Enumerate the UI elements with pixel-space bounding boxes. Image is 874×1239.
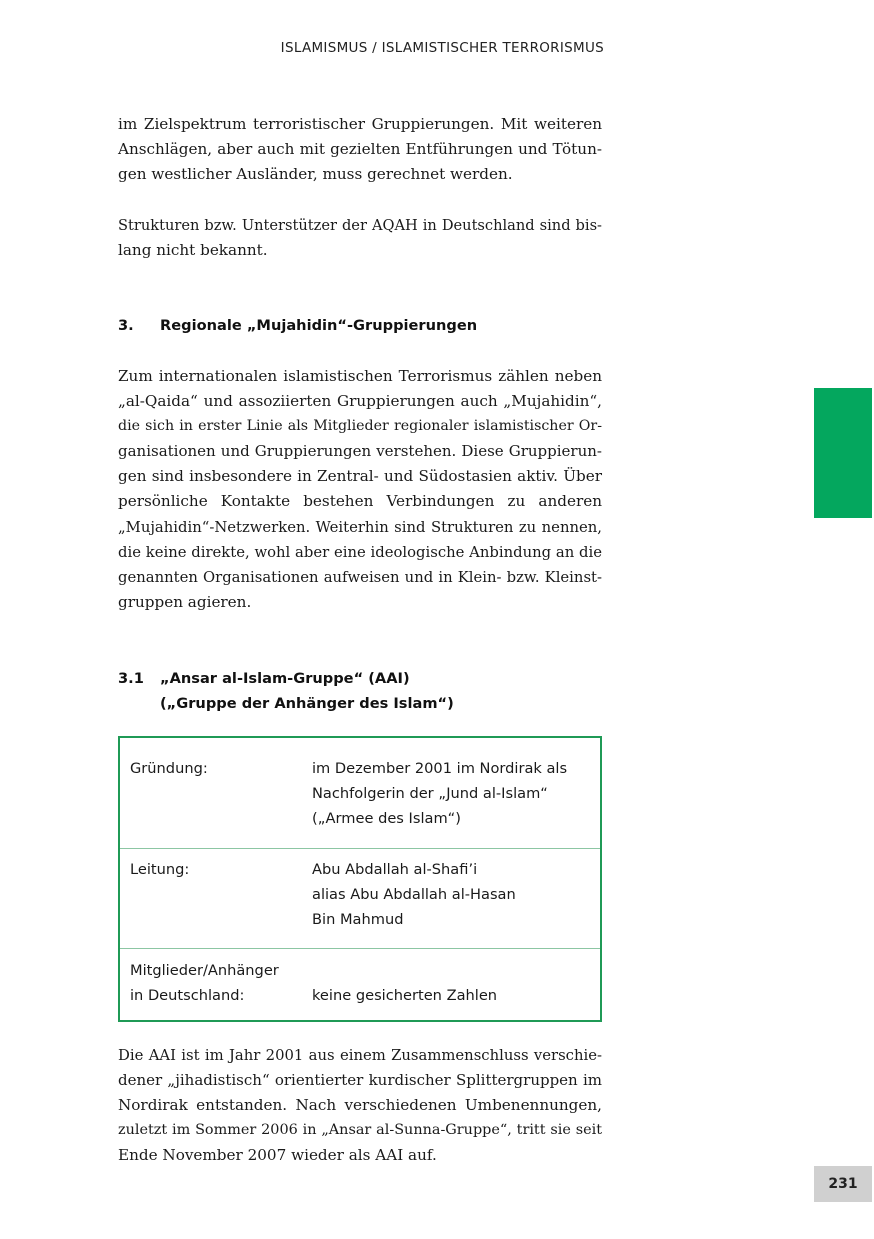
chapter-tab-marker [814,388,872,518]
info-value-line: Abu Abdallah al-Shafi’i [312,861,478,878]
text-line: Ende November 2007 wieder als AAI auf. [118,1146,437,1165]
info-label-line: Mitglieder/Anhänger [130,962,279,979]
info-value-line: („Armee des Islam“) [312,810,461,827]
text-line: im Zielspektrum terroristischer Gruppierungen. Mit weiteren [118,115,602,133]
info-value [312,958,600,1008]
info-label-line: in Deutschland: [130,987,245,1004]
info-label [120,756,312,831]
info-label-line: Leitung: [130,861,190,878]
info-value [312,857,600,932]
intro-paragraph-1 [118,112,602,187]
info-label-line: Gründung: [130,760,208,777]
info-value-line: alias Abu Abdallah al-Hasan [312,886,516,903]
info-row-founding [120,738,600,848]
section-title-line-1: „Ansar al-Islam-Gruppe“ (AAI) [160,670,410,687]
text-line: Strukturen bzw. Unterstützer der AQAH in Deutschland sind bis- [118,217,602,234]
text-line: gruppen agieren. [118,592,252,611]
text-line: „al-Qaida“ und assoziierten Gruppierungen auch „Mujahidin“, [118,392,602,411]
text-line: genannten Organisationen aufweisen und in Klein- bzw. Kleinst- [118,568,602,586]
text-line: zuletzt im Sommer 2006 in „Ansar al-Sunna-Gruppe“, tritt sie seit [118,1122,602,1139]
text-line: ganisationen und Gruppierungen verstehen. Diese Gruppierun- [118,442,602,461]
info-value-line: Bin Mahmud [312,911,404,928]
info-value-line: Nachfolgerin der „Jund al-Islam“ [312,785,548,802]
info-row-leadership [120,848,600,948]
running-header: ISLAMISMUS / ISLAMISTISCHER TERRORISMUS [280,40,604,56]
section-title: Regionale „Mujahidin“-Gruppierungen [160,317,478,334]
text-line: persönliche Kontakte bestehen Verbindungen zu anderen [118,492,602,511]
info-value-line: im Dezember 2001 im Nordirak als [312,760,568,777]
section-3-1-heading [118,666,454,716]
info-row-members [120,948,600,1020]
section-title-line-2: („Gruppe der Anhänger des Islam“) [160,695,454,712]
info-value-line: keine gesicherten Zahlen [312,987,498,1004]
text-line: Die AAI ist im Jahr 2001 aus einem Zusammenschluss verschie- [118,1047,602,1064]
info-label [120,857,312,932]
section-3-heading [118,313,477,338]
text-line: dener „jihadistisch“ orientierter kurdischer Splittergruppen im [118,1071,602,1090]
closing-paragraph [118,1043,602,1168]
section-number: 3.1 [118,670,144,687]
text-line: Zum internationalen islamistischen Terrorismus zählen neben [118,367,602,385]
section-3-paragraph [118,364,602,615]
section-number: 3. [118,317,134,334]
text-line: lang nicht bekannt. [118,241,268,260]
text-line: „Mujahidin“-Netzwerken. Weiterhin sind Strukturen zu nennen, [118,518,602,536]
text-line: Anschlägen, aber auch mit gezielten Entführungen und Tötun- [118,140,602,159]
text-line: die keine direkte, wohl aber eine ideologische Anbindung an die [118,543,602,561]
page-number-text: 231 [828,1176,858,1192]
info-value-line [312,958,600,983]
info-label [120,958,312,1008]
text-line: Nordirak entstanden. Nach verschiedenen Umbenennungen, [118,1096,602,1115]
text-line: gen westlicher Ausländer, muss gerechnet werden. [118,165,513,184]
page-number [814,1166,872,1202]
intro-paragraph-2 [118,213,602,263]
text-line: gen sind insbesondere in Zentral- und Südostasien aktiv. Über [118,467,602,486]
info-box [118,736,602,1022]
info-value [312,756,600,831]
text-line: die sich in erster Linie als Mitglieder regionaler islamistischer Or- [118,418,602,435]
